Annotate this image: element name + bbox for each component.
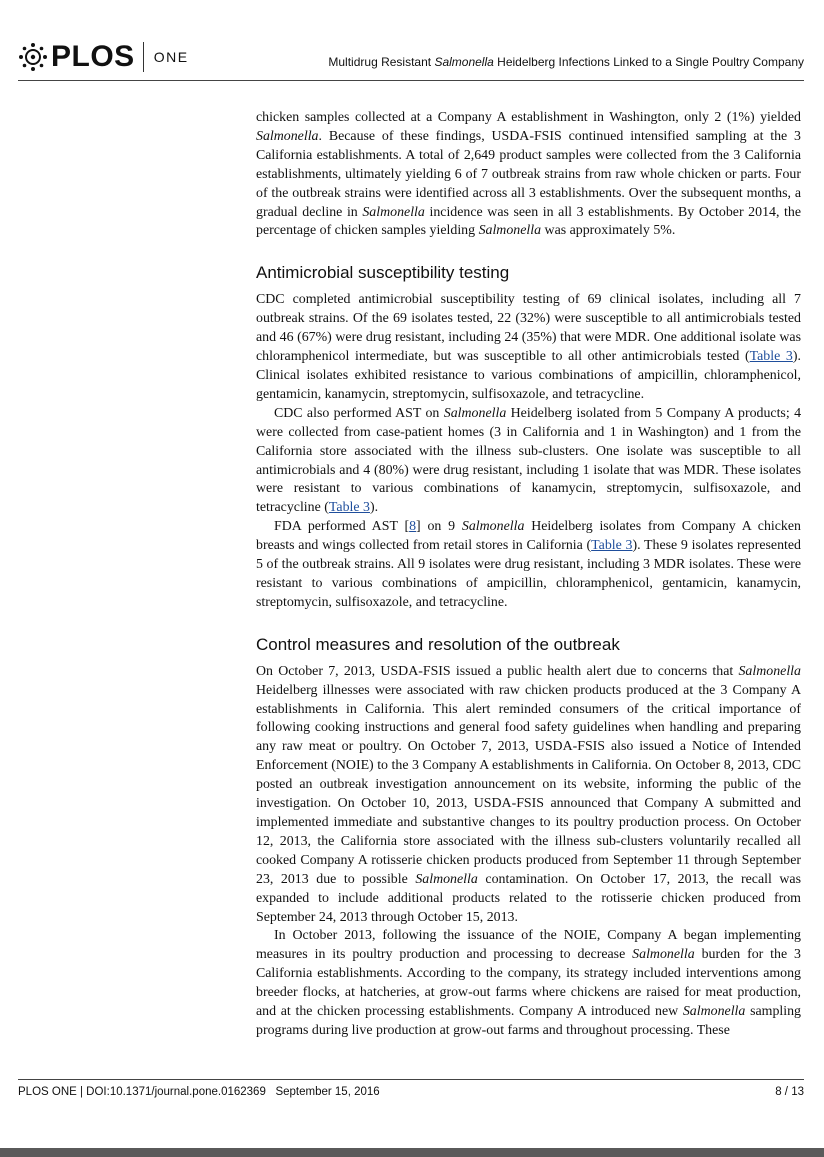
text-run: chicken samples collected at a Company A establishment in Washington, only 2 (1%) yielded (256, 110, 801, 125)
italic-term: Salmonella (415, 871, 478, 887)
paragraph (256, 663, 801, 928)
italic-term: Salmonella (362, 204, 425, 220)
text-run: ). (369, 500, 379, 516)
reference-link[interactable]: Table 3 (328, 500, 370, 516)
section-heading-ast: Antimicrobial susceptibility testing (256, 263, 510, 283)
italic-term: Salmonella (632, 947, 695, 963)
italic-term: Salmonella (256, 128, 319, 144)
text-run: CDC completed antimicrobial susceptibility testing of 69 clinical isolates, including all 7 outbreak strains. Of the 69 isolates tested, 22 (32%) were susceptible to all antimicrobials tested and 46 (67%) were drug resistant, including 24 (35%) that were MDR. One additional isolate was chloramphenicol intermediate, but was susceptible to all other antimicrobials tested ( (256, 292, 801, 365)
text-run: On October 7, 2013, USDA-FSIS issued a public health alert due to concerns that (256, 663, 739, 679)
reference-link[interactable]: Table 3 (591, 538, 633, 554)
italic-term: Salmonella (682, 1004, 746, 1020)
footer-page-number: 8 / 13 (775, 1086, 804, 1098)
paragraph (256, 405, 801, 518)
text-run: was approximately 5%. (541, 223, 676, 239)
section-heading-control: Control measures and resolution of the outbreak (256, 634, 620, 654)
text-run: Heidelberg isolates from Company A chicken breasts and wings collected from retail stores in California ( (256, 519, 801, 554)
italic-term: Salmonella (443, 405, 507, 421)
logo-divider (143, 42, 144, 72)
text-run: ] on 9 (416, 519, 462, 535)
text-run: Heidelberg illnesses were associated with raw chicken products produced at the 3 Company A establishments in California. This alert reminded consumers of the critical importance of following cooking instructions and general food safety guidelines when handling and preparing any raw meat or poultry. On October 7, 2013, USDA-FSIS also issued a Notice of Intended Enforcement (NOIE) to the 3 Company A establishments in California. On October 8, 2013, CDC posted an outbreak investigation announcement on its website, informing the public of the investigation. On October 10, 2013, USDA-FSIS announced that Company A submitted and implemented immediate and substantive changes to its poultry production process. On October 12, 2013, the California store associated with the illness sub-clusters voluntarily recalled all cooked Company A rotisserie chicken products produced from September 11 through September 23, 2013 due to possible (256, 682, 801, 887)
footer-doi: PLOS ONE | DOI:10.1371/journal.pone.0162369 (18, 1086, 266, 1098)
text-run: burden for the 3 California establishments. According to the company, its strategy included interventions among breeder flocks, at hatcheries, at grow-out farms where chickens are raised for meat production, and at the chicken processing establishments. Company A introduced new (256, 947, 802, 1020)
paragraph (256, 109, 801, 241)
italic-term: Salmonella (461, 519, 525, 535)
viewer-bottom-bar (0, 1148, 824, 1157)
footer-date: September 15, 2016 (275, 1086, 380, 1098)
page-header (18, 38, 804, 81)
text-run: ). Clinical isolates exhibited resistance to various combinations of ampicillin, chloramphenicol, gentamicin, kanamycin, streptomycin, sulfisoxazole, and tetracycline. (256, 349, 801, 402)
article-body (256, 109, 801, 1041)
running-title-post: Heidelberg Infections Linked to a Single Poultry Company (493, 55, 804, 69)
text-run: ). These 9 isolates represented 5 of the outbreak strains. All 9 isolates were drug resistant, including 3 MDR isolates. These were resistant to various combinations of ampicillin, chloramphenicol, gentamicin, kanamycin, streptomycin, sulfisoxazole, and tetracycline. (256, 538, 801, 610)
running-title-italic: Salmonella (434, 55, 494, 69)
text-run: sampling programs during live production at grow-out farms and throughout processing. These (256, 1004, 801, 1038)
plos-one-logo[interactable] (18, 40, 189, 74)
text-run: CDC also performed AST on (274, 405, 444, 421)
logo-brand: PLOS (51, 40, 135, 73)
text-run: . Because of these findings, USDA-FSIS continued intensified sampling at the 3 California establishments. A total of 2,649 product samples were collected from the 3 California establishments, ultimately yielding 6 of 7 outbreak strains from raw whole chicken or parts. Four of the outbreak strains were identified across all 3 establishments. Over the subsequent months, a gradual decline in (256, 128, 801, 220)
text-run: In October 2013, following the issuance of the NOIE, Company A began implementing measures in its poultry production and processing to decrease (256, 928, 801, 963)
reference-link[interactable]: 8 (409, 519, 417, 535)
logo-journal: ONE (153, 49, 189, 65)
footer-divider (18, 1079, 804, 1080)
reference-link[interactable]: Table 3 (749, 349, 793, 365)
plos-logo-icon (18, 42, 48, 72)
running-title (328, 55, 804, 69)
paragraph (256, 518, 801, 613)
text-run: FDA performed AST [ (274, 519, 410, 535)
italic-term: Salmonella (738, 663, 801, 679)
paragraph (256, 291, 801, 404)
text-run: contamination. On October 17, 2013, the recall was expanded to include additional products related to the rotisserie chicken produced from September 24, 2013 through October 15, 2013. (256, 871, 801, 925)
text-run: incidence was seen in all 3 establishments. By October 2014, the percentage of chicken samples yielding (256, 204, 801, 239)
footer-citation (18, 1086, 380, 1098)
italic-term: Salmonella (478, 223, 542, 239)
paragraph (256, 927, 801, 1040)
text-run: Heidelberg isolated from 5 Company A products; 4 were collected from case-patient homes (3 in California and 1 in Washington) and 1 from the California store associated with the illness sub-clusters. One isolate was susceptible to all antimicrobials and 4 (80%) were drug resistant, including 1 isolate that was MDR. These isolates were resistant to various combinations of kanamycin, streptomycin, sulfisoxazole, and tetracycline ( (256, 405, 802, 516)
running-title-pre: Multidrug Resistant (328, 55, 435, 69)
